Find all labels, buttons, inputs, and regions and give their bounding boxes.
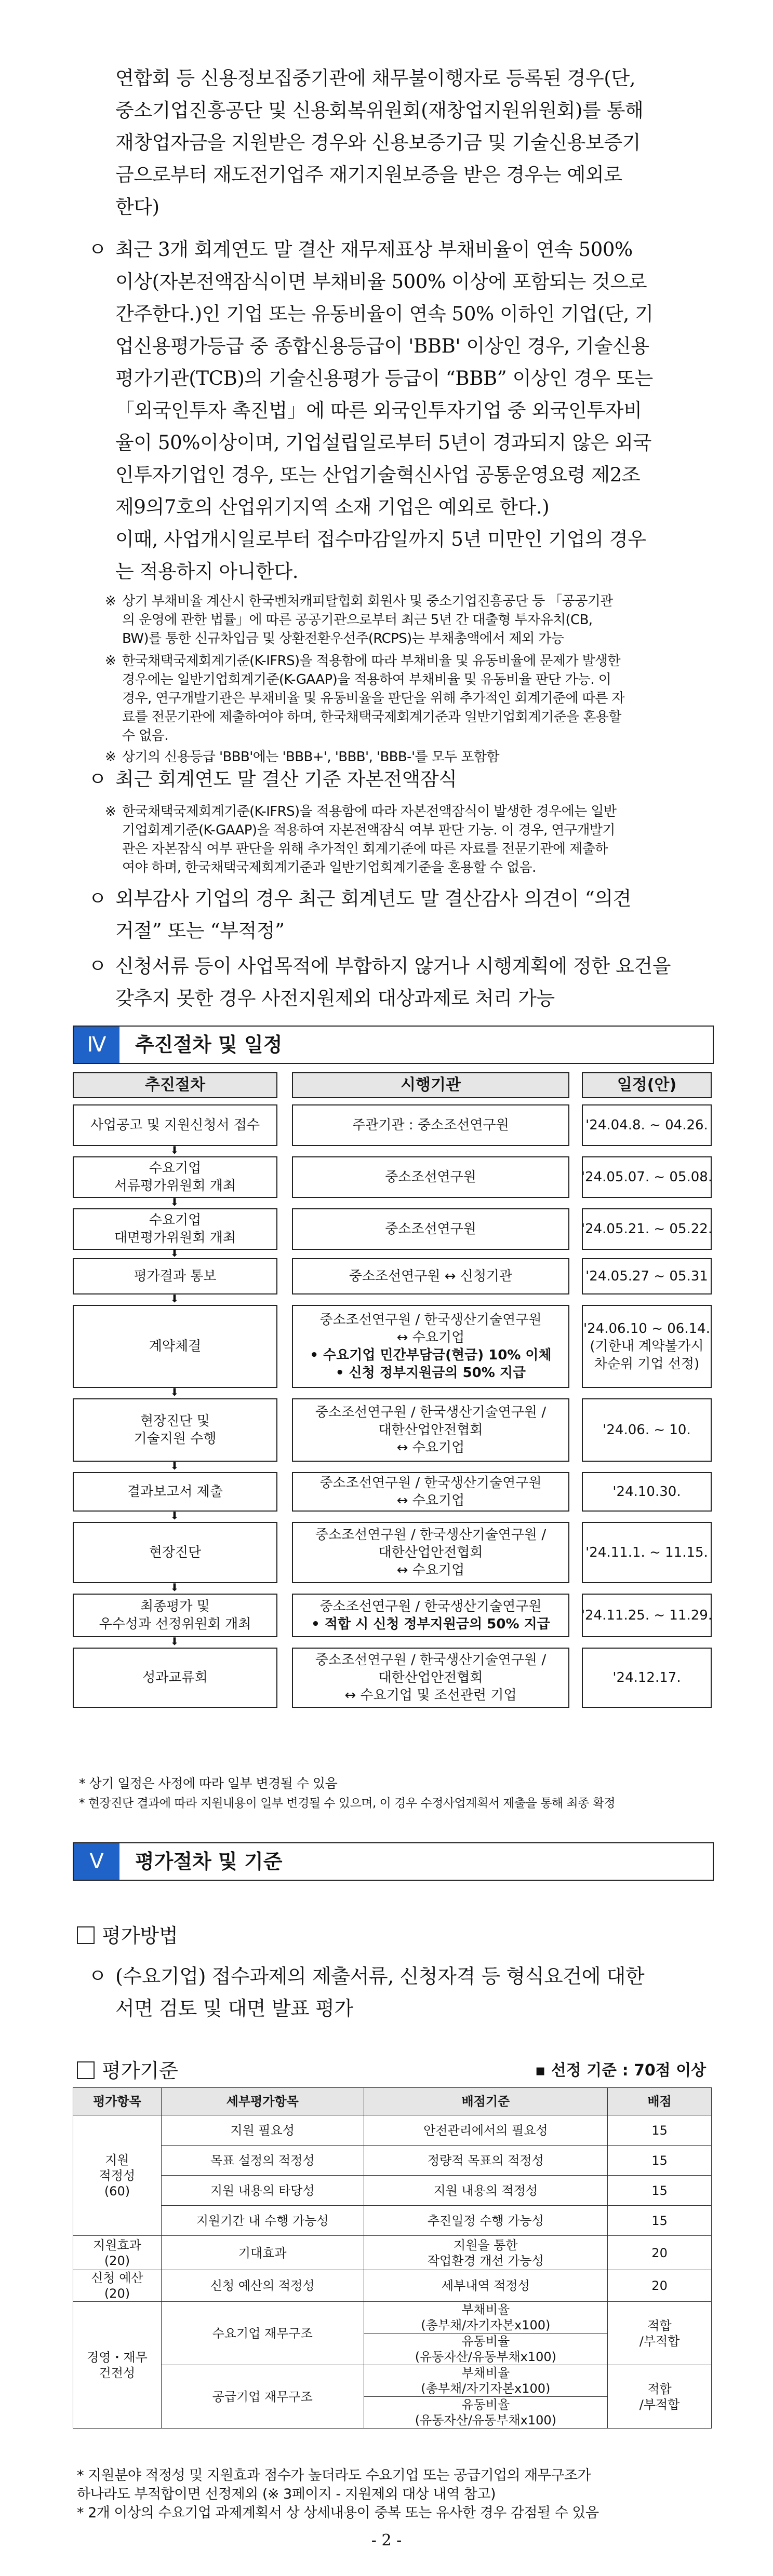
schedule-date-line: '24.12.17. <box>612 1670 681 1685</box>
sub-item-cell: 기대효과 <box>161 2236 364 2270</box>
procedure-step-line: 서류평가위원회 개최 <box>114 1178 236 1194</box>
points-cell: 20 <box>608 2236 712 2270</box>
text-line: 업신용평가등급 중 종합신용등급이 'BBB' 이상인 경우, 기술신용 <box>115 335 649 357</box>
text-line: 기업회계기준(K-GAAP)을 적용하여 자본전액잠식 여부 판단 가능. 이 경우, 연구개발기 <box>122 822 615 838</box>
executing-agency-line: 대한산업안전협회 <box>378 1545 483 1560</box>
executing-agency-line: ↔ 수요기업 <box>396 1493 465 1508</box>
column-header: 세부평가항목 <box>161 2088 364 2115</box>
executing-agency <box>292 1305 569 1388</box>
table-row <box>73 2236 712 2270</box>
text-line: 관은 자본잠식 여부 판단을 위해 추가적인 회계기준에 따른 자료를 전문기관에 제출하 <box>122 841 608 857</box>
text-line: 상기 부채비율 계산시 한국벤처캐피탈협회 회원사 및 중소기업진흥공단 등 「공공기관 <box>122 594 613 609</box>
schedule-date-line: '24.05.27 ~ 05.31 <box>585 1269 708 1284</box>
text-line: 제9의7호의 산업위기지역 소재 기업은 예외로 한다.) <box>115 496 550 518</box>
schedule-date-line: '24.04.8. ~ 04.26. <box>585 1117 708 1133</box>
table-note: 하나라도 부적합이면 선정제외 (※ 3페이지 - 지원제외 대상 내역 참고) <box>77 2486 496 2502</box>
procedure-step <box>73 1398 277 1462</box>
executing-agency-line: 중소조선연구원 / 한국생산기술연구원 <box>319 1312 542 1328</box>
schedule-date-line: '24.05.21. ~ 05.22. <box>581 1221 713 1237</box>
text-line: 서면 검토 및 대면 발표 평가 <box>115 1997 353 2020</box>
criteria-cell: 부채비율 (총부채/자기자본x100) <box>364 2302 608 2334</box>
executing-agency-line: 중소조선연구원 / 한국생산기술연구원 <box>319 1475 542 1491</box>
down-arrow-icon: ⬇ <box>170 1386 179 1398</box>
table-row <box>73 2206 712 2236</box>
text-line: 한국채택국제회계기준(K-IFRS)을 적용함에 따라 자본전액잠식이 발생한 경우에는 일반 <box>122 804 617 819</box>
category-cell: 지원 적정성 (60) <box>73 2115 162 2236</box>
text-line: 거절” 또는 “부적정” <box>115 920 285 942</box>
executing-agency <box>292 1648 569 1708</box>
table-note: * 2개 이상의 수요기업 과제계획서 상 상세내용이 중복 또는 유사한 경우 감점될 수 있음 <box>77 2505 599 2521</box>
criteria-cell: 유동비율 (유동자산/유동부채x100) <box>364 2397 608 2429</box>
procedure-step-line: 성과교류회 <box>142 1670 208 1685</box>
criteria-cell: 지원 내용의 적정성 <box>364 2176 608 2206</box>
procedure-step-line: 기술지원 수행 <box>134 1431 217 1447</box>
schedule-date-line: '24.11.25. ~ 11.29. <box>581 1608 713 1623</box>
reference-mark: ※ <box>105 804 116 819</box>
executing-agency-line: 중소조선연구원 / 한국생산기술연구원 / <box>315 1527 547 1543</box>
schedule-date <box>582 1648 712 1708</box>
schedule-note: * 상기 일정은 사정에 따라 일부 변경될 수 있음 <box>79 1776 338 1791</box>
procedure-step-line: 계약체결 <box>149 1339 202 1354</box>
text-line: 경우, 연구개발기관은 부채비율 및 유동비율을 판단을 위해 추가적인 회계기준에 따른 자 <box>122 691 624 706</box>
schedule-date <box>582 1472 712 1512</box>
points-cell: 적합 /부적합 <box>608 2302 712 2365</box>
sub-item-cell: 지원 필요성 <box>161 2115 364 2146</box>
text-line: 신청서류 등이 사업목적에 부합하지 않거나 시행계획에 정한 요건을 <box>115 955 671 977</box>
text-line: 이상(자본전액잠식이면 부채비율 500% 이상에 포함되는 것으로 <box>115 271 647 293</box>
text-line: 외부감사 기업의 경우 최근 회계년도 말 결산감사 의견이 “의견 <box>115 887 631 910</box>
table-row <box>73 2146 712 2176</box>
procedure-step <box>73 1522 277 1583</box>
schedule-date <box>582 1594 712 1637</box>
bullet-marker: ㅇ <box>88 955 107 977</box>
sub-item-cell: 공급기업 재무구조 <box>161 2365 364 2429</box>
schedule-date <box>582 1522 712 1583</box>
criteria-cell: 부채비율 (총부채/자기자본x100) <box>364 2365 608 2397</box>
text-line: 여야 하며, 한국채택국제회계기준과 일반기업회계기준을 혼용할 수 없음. <box>122 860 536 875</box>
bullet-marker: ㅇ <box>88 768 107 790</box>
procedure-step-line: 대면평가위원회 개최 <box>114 1230 236 1246</box>
schedule-date <box>582 1156 712 1198</box>
schedule-date-line: '24.05.07. ~ 05.08. <box>581 1169 713 1185</box>
executing-agency-line: ↔ 수요기업 <box>396 1440 465 1455</box>
schedule-date-line: '24.06.10 ~ 06.14. <box>583 1321 710 1337</box>
executing-agency-line: • 적합 시 신청 정부지원금의 50% 지급 <box>311 1616 550 1632</box>
method-paragraph <box>115 1960 708 2025</box>
executing-agency <box>292 1594 569 1637</box>
procedure-step <box>73 1648 277 1708</box>
schedule-date-line: (기한내 계약불가시 <box>590 1339 704 1354</box>
column-header: 배점기준 <box>364 2088 608 2115</box>
points-cell: 15 <box>608 2146 712 2176</box>
category-cell: 지원효과 (20) <box>73 2236 162 2270</box>
points-cell: 20 <box>608 2270 712 2302</box>
section-number: Ⅳ <box>74 1027 119 1063</box>
schedule-date-line: '24.10.30. <box>612 1484 681 1500</box>
executing-agency <box>292 1208 569 1250</box>
schedule-date <box>582 1104 712 1146</box>
down-arrow-icon: ⬇ <box>170 1460 179 1472</box>
table-row <box>73 2115 712 2146</box>
text-line: 「외국인투자 촉진법」에 따른 외국인투자기업 중 외국인투자비 <box>115 399 642 422</box>
executing-agency <box>292 1156 569 1198</box>
text-line: BW)를 통한 신규차입금 및 상환전환우선주(RCPS)는 부채총액에서 제외 가능 <box>122 631 564 646</box>
section-title: 추진절차 및 일정 <box>135 1033 283 1056</box>
criteria-cell: 유동비율 (유동자산/유동부채x100) <box>364 2334 608 2365</box>
executing-agency-line: • 신청 정부지원금의 50% 지급 <box>335 1365 526 1381</box>
text-line: (수요기업) 접수과제의 제출서류, 신청자격 등 형식요건에 대한 <box>115 1965 645 1988</box>
text-line: 인투자기업인 경우, 또는 산업기술혁신사업 공통운영요령 제2조 <box>115 464 641 486</box>
text-line: 는 적용하지 아니한다. <box>115 560 299 583</box>
schedule-date <box>582 1258 712 1294</box>
subheading <box>77 2056 178 2085</box>
text-line: 이때, 사업개시일로부터 접수마감일까지 5년 미만인 기업의 경우 <box>115 528 646 550</box>
executing-agency-line: 중소조선연구원 <box>385 1169 476 1185</box>
points-cell: 15 <box>608 2176 712 2206</box>
executing-agency-line: 대한산업안전협회 <box>378 1422 483 1438</box>
procedure-flow <box>73 1072 712 1768</box>
executing-agency-line: 중소조선연구원 <box>385 1221 476 1237</box>
column-header: 일정(안) <box>582 1072 712 1098</box>
bullet-paragraph <box>115 883 708 947</box>
schedule-date-line: '24.11.1. ~ 11.15. <box>585 1545 708 1560</box>
executing-agency-line: 중소조선연구원 / 한국생산기술연구원 / <box>315 1405 547 1420</box>
text-line: 중소기업진흥공단 및 신용회복위원회(재창업지원위원회)를 통해 <box>115 99 644 122</box>
schedule-note: * 현장진단 결과에 따라 지원내용이 일부 변경될 수 있으며, 이 경우 수정사업계획서 제출을 통해 최종 확정 <box>79 1797 616 1810</box>
schedule-date <box>582 1398 712 1462</box>
down-arrow-icon: ⬇ <box>170 1509 179 1522</box>
text-line: 경우에는 일반기업회계기준(K-GAAP)을 적용하여 부채비율 및 유동비율 판단 가능. 이 <box>122 672 611 687</box>
executing-agency-line: 대한산업안전협회 <box>378 1670 483 1685</box>
sub-item-cell: 목표 설정의 적정성 <box>161 2146 364 2176</box>
sub-item-cell: 수요기업 재무구조 <box>161 2302 364 2365</box>
column-header: 추진절차 <box>73 1072 277 1098</box>
criteria-cell: 안전관리에서의 필요성 <box>364 2115 608 2146</box>
subheading-label: 평가방법 <box>102 1924 178 1947</box>
text-line: 상기의 신용등급 'BBB'에는 'BBB+', 'BBB', 'BBB-'를 모두 포함함 <box>122 749 499 765</box>
procedure-step <box>73 1258 277 1294</box>
text-line: 금으로부터 재도전기업주 재기지원보증을 받은 경우는 예외로 <box>115 164 622 186</box>
section-header <box>73 1842 714 1881</box>
executing-agency-line: 중소조선연구원 ↔ 신청기관 <box>349 1269 513 1284</box>
procedure-step <box>73 1156 277 1198</box>
executing-agency-line: 주관기관 : 중소조선연구원 <box>352 1117 509 1133</box>
down-arrow-icon: ⬇ <box>170 1635 179 1648</box>
executing-agency-line: 중소조선연구원 / 한국생산기술연구원 <box>319 1599 542 1614</box>
section-header <box>73 1026 714 1064</box>
procedure-step <box>73 1104 277 1146</box>
checkbox-icon <box>77 2061 95 2079</box>
sub-item-cell: 신청 예산의 적정성 <box>161 2270 364 2302</box>
bullet-paragraph <box>115 950 708 1015</box>
procedure-step <box>73 1305 277 1388</box>
reference-mark: ※ <box>105 653 116 669</box>
text-line: 갖추지 못한 경우 사전지원제외 대상과제로 처리 가능 <box>115 987 555 1009</box>
executing-agency-line: ↔ 수요기업 및 조선관련 기업 <box>344 1688 517 1703</box>
intro-paragraph <box>115 62 708 223</box>
sub-item-cell: 지원기간 내 수행 가능성 <box>161 2206 364 2236</box>
sub-item-cell: 지원 내용의 타당성 <box>161 2176 364 2206</box>
executing-agency <box>292 1398 569 1462</box>
reference-mark: ※ <box>105 749 116 765</box>
executing-agency-line: ↔ 수요기업 <box>396 1562 465 1578</box>
executing-agency <box>292 1104 569 1146</box>
executing-agency-line: 중소조선연구원 / 한국생산기술연구원 / <box>315 1652 547 1668</box>
footnote <box>105 802 709 877</box>
text-line: 율이 50%이상이며, 기업설립일로부터 5년이 경과되지 않은 외국 <box>115 431 651 454</box>
procedure-step-line: 수요기업 <box>149 1161 202 1176</box>
section-title: 평가절차 및 기준 <box>135 1850 283 1873</box>
procedure-step-line: 결과보고서 제출 <box>127 1484 223 1500</box>
text-line: 수 없음. <box>122 728 168 744</box>
category-cell: 신청 예산 (20) <box>73 2270 162 2302</box>
criteria-cell: 정량적 목표의 적정성 <box>364 2146 608 2176</box>
schedule-date-line: 차순위 기업 선정) <box>594 1356 700 1372</box>
bullet-marker: ㅇ <box>88 1965 107 1987</box>
table-row <box>73 2302 712 2334</box>
table-note: * 지원분야 적정성 및 지원효과 점수가 높더라도 수요기업 또는 공급기업의 재무구조가 <box>77 2467 591 2484</box>
text-line: 평가기관(TCB)의 기술신용평가 등급이 “BBB” 이상인 경우 또는 <box>115 367 653 389</box>
down-arrow-icon: ⬇ <box>170 1144 179 1156</box>
text-line: 료를 전문기관에 제출하여야 하며, 한국채택국제회계기준과 일반기업회계기준을 혼용할 <box>122 709 621 725</box>
executing-agency-line: ↔ 수요기업 <box>396 1330 465 1345</box>
column-header: 시행기관 <box>292 1072 569 1098</box>
text-line: 최근 3개 회계연도 말 결산 재무제표상 부채비율이 연속 500% <box>115 238 633 261</box>
text-line: 최근 회계연도 말 결산 기준 자본전액잠식 <box>115 768 457 790</box>
procedure-step-line: 사업공고 및 지원신청서 접수 <box>90 1117 260 1133</box>
column-header: 평가항목 <box>73 2088 162 2115</box>
table-row <box>73 2270 712 2302</box>
text-line: 의 운영에 관한 법률」에 따른 공공기관으로부터 최근 5년 간 대출형 투자유치(CB, <box>122 612 593 628</box>
procedure-step <box>73 1208 277 1250</box>
procedure-step-line: 수요기업 <box>149 1212 202 1228</box>
points-cell: 적합 /부적합 <box>608 2365 712 2429</box>
procedure-step <box>73 1594 277 1637</box>
procedure-step-line: 우수성과 선정위원회 개최 <box>99 1616 251 1632</box>
executing-agency <box>292 1258 569 1294</box>
text-line: 연합회 등 신용정보집중기관에 채무불이행자로 등록된 경우(단, <box>115 67 636 89</box>
procedure-step-line: 현장진단 <box>149 1545 202 1560</box>
bullet-paragraph <box>115 234 708 588</box>
procedure-step <box>73 1472 277 1512</box>
points-cell: 15 <box>608 2115 712 2146</box>
schedule-date <box>582 1208 712 1250</box>
criteria-cell: 세부내역 적정성 <box>364 2270 608 2302</box>
text-line: 재창업자금을 지원받은 경우와 신용보증기금 및 기술신용보증기 <box>115 131 641 154</box>
subheading <box>77 1921 178 1950</box>
down-arrow-icon: ⬇ <box>170 1247 179 1259</box>
points-cell: 15 <box>608 2206 712 2236</box>
down-arrow-icon: ⬇ <box>170 1581 179 1594</box>
procedure-step-line: 최종평가 및 <box>140 1599 210 1614</box>
criteria-cell: 추진일정 수행 가능성 <box>364 2206 608 2236</box>
footnote <box>105 652 709 745</box>
text-line: 한국채택국제회계기준(K-IFRS)을 적용함에 따라 부채비율 및 유동비율에 문제가 발생한 <box>122 653 621 669</box>
checkbox-icon <box>77 1926 95 1944</box>
bullet-marker: ㅇ <box>88 238 107 261</box>
reference-mark: ※ <box>105 594 116 609</box>
down-arrow-icon: ⬇ <box>170 1292 179 1305</box>
section-number: Ⅴ <box>74 1843 119 1880</box>
text-line: 간주한다.)인 기업 또는 유동비율이 연속 50% 이하인 기업(단, 기 <box>115 303 654 325</box>
bullet-paragraph <box>115 763 708 795</box>
executing-agency <box>292 1522 569 1583</box>
schedule-date-line: '24.06. ~ 10. <box>603 1422 691 1438</box>
evaluation-table <box>73 2087 712 2429</box>
bullet-marker: ㅇ <box>88 887 107 910</box>
category-cell: 경영・재무 건전성 <box>73 2302 162 2429</box>
procedure-step-line: 평가결과 통보 <box>134 1269 217 1284</box>
table-row <box>73 2176 712 2206</box>
footnote <box>105 592 709 648</box>
executing-agency <box>292 1472 569 1512</box>
subheading-label: 평가기준 <box>102 2059 178 2082</box>
down-arrow-icon: ⬇ <box>170 1196 179 1208</box>
column-header: 배점 <box>608 2088 712 2115</box>
selection-criterion: ▪ 선정 기준 : 70점 이상 <box>535 2061 707 2080</box>
procedure-step-line: 현장진단 및 <box>140 1413 210 1429</box>
criteria-cell: 지원을 통한 작업환경 개선 가능성 <box>364 2236 608 2270</box>
table-row <box>73 2365 712 2397</box>
text-line: 한다) <box>115 196 159 218</box>
page-number: - 2 - <box>371 2531 402 2550</box>
schedule-date <box>582 1305 712 1388</box>
executing-agency-line: • 수요기업 민간부담금(현금) 10% 이체 <box>310 1347 552 1363</box>
